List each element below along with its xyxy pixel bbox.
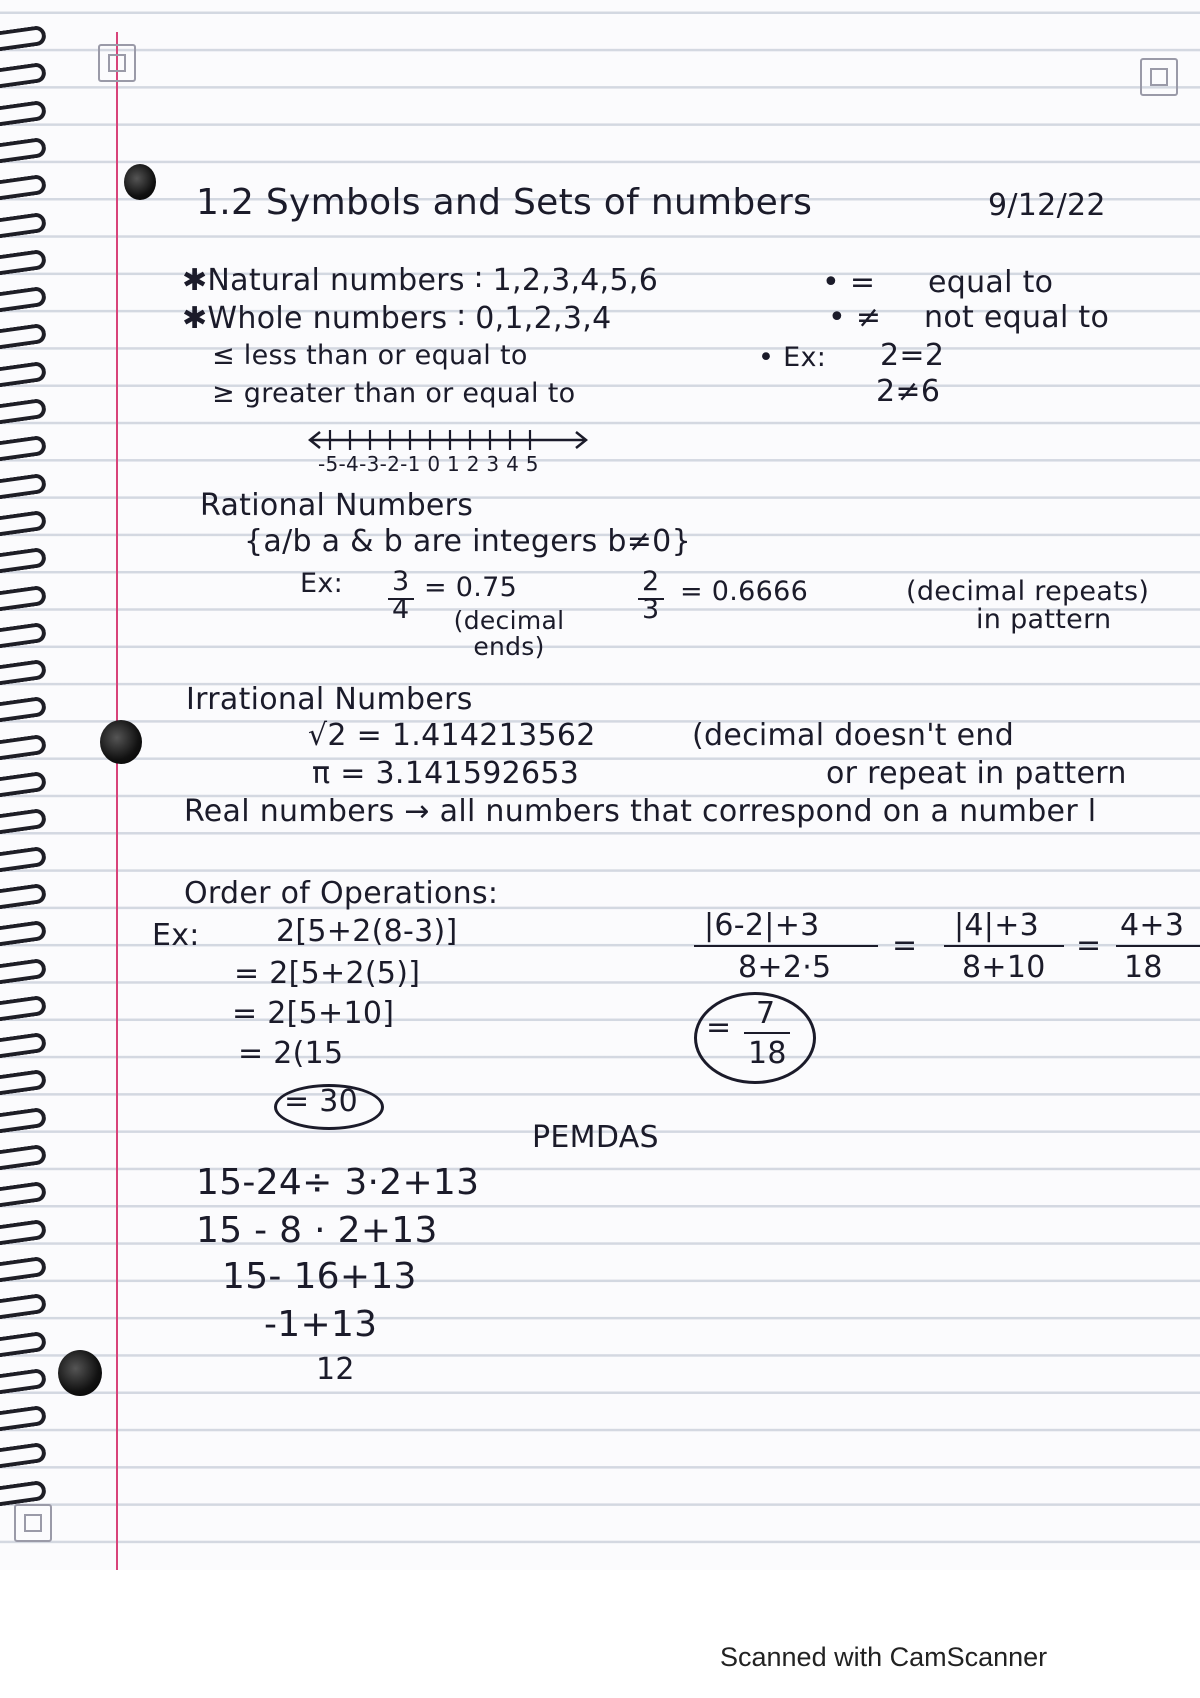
equals-sign-2: = <box>1076 928 1102 963</box>
spiral-coil <box>0 1330 47 1356</box>
fraction-2-denominator: 8+10 <box>962 950 1046 985</box>
pemdas-step-3: 15- 16+13 <box>222 1256 417 1297</box>
equal-text: equal to <box>928 265 1054 300</box>
number-line-labels: -5-4-3-2-1 0 1 2 3 4 5 <box>318 452 539 476</box>
corner-marker-icon <box>1140 58 1178 96</box>
fraction-result-equals: = <box>706 1010 732 1045</box>
rational-ex2-note-1: (decimal repeats) <box>906 576 1150 607</box>
spiral-coil <box>0 845 47 871</box>
order-step-1: 2[5+2(8-3)] <box>276 914 458 949</box>
fraction-1-numerator: |6-2|+3 <box>704 908 820 943</box>
spiral-coil <box>0 1293 47 1319</box>
corner-marker-icon <box>98 44 136 82</box>
corner-marker-icon <box>14 1504 52 1542</box>
rational-set: {a/b a & b are integers b≠0} <box>244 524 691 559</box>
spiral-coil <box>0 360 47 386</box>
spiral-coil <box>0 211 47 237</box>
spiral-coil <box>0 1144 47 1170</box>
spiral-coil <box>0 995 47 1021</box>
spiral-coil <box>0 733 47 759</box>
margin-line <box>116 32 118 1570</box>
pi-value: π = 3.141592653 <box>312 756 580 791</box>
irrational-note-1: (decimal doesn't end <box>692 718 1015 753</box>
spiral-coil <box>0 174 47 200</box>
example-not-equal: 2≠6 <box>876 374 941 409</box>
rational-heading: Rational Numbers <box>200 488 474 523</box>
pemdas-label: PEMDAS <box>532 1120 659 1155</box>
whole-numbers-line: ✱Whole numbers ∶ 0,1,2,3,4 <box>182 301 612 336</box>
rational-ex1-note: (decimal ends) <box>453 606 565 661</box>
example-label: Ex: <box>152 918 200 953</box>
scanner-watermark: Scanned with CamScanner <box>720 1642 1048 1672</box>
spiral-coil <box>0 137 47 163</box>
rational-ex2-note-2: in pattern <box>976 604 1112 635</box>
fraction-result-denominator: 18 <box>748 1036 787 1071</box>
rational-ex-label: Ex: <box>300 568 344 599</box>
spiral-coil <box>0 920 47 946</box>
spiral-coil <box>0 957 47 983</box>
spiral-coil <box>0 1368 47 1394</box>
spiral-coil <box>0 659 47 685</box>
spiral-coil <box>0 435 47 461</box>
not-equal-bullet: • ≠ <box>828 300 882 335</box>
spiral-coil <box>0 25 47 51</box>
example-equal: 2=2 <box>880 338 945 373</box>
page-date: 9/12/22 <box>988 188 1106 223</box>
irrational-note-2: or repeat in pattern <box>826 756 1127 791</box>
spiral-coil <box>0 1106 47 1132</box>
order-step-4: = 2(15 <box>238 1036 344 1071</box>
number-line <box>304 424 594 454</box>
example-bullet: • Ex: <box>758 342 827 373</box>
fraction-3-numerator: 4+3 <box>1120 908 1185 943</box>
pemdas-step-5: 12 <box>316 1352 355 1387</box>
spiral-coil <box>0 696 47 722</box>
spiral-coil <box>0 510 47 536</box>
spiral-coil <box>0 249 47 275</box>
spiral-coil <box>0 622 47 648</box>
spiral-coil <box>0 99 47 125</box>
pemdas-step-2: 15 - 8 · 2+13 <box>196 1210 438 1251</box>
spiral-coil <box>0 1181 47 1207</box>
rational-ex1-value: = 0.75 <box>424 572 518 603</box>
spiral-coil <box>0 62 47 88</box>
fraction-2-numerator: |4|+3 <box>954 908 1040 943</box>
rational-ex1-denominator: 4 <box>392 594 410 625</box>
order-heading: Order of Operations: <box>184 876 499 911</box>
equals-sign-1: = <box>892 928 918 963</box>
spiral-coil <box>0 472 47 498</box>
spiral-coil <box>0 1405 47 1431</box>
spiral-coil <box>0 1218 47 1244</box>
spiral-coil <box>0 1442 47 1468</box>
less-equal-line: ≤ less than or equal to <box>212 340 528 371</box>
rational-ex2-numerator: 2 <box>642 566 660 597</box>
page-title: 1.2 Symbols and Sets of numbers <box>196 182 813 223</box>
pemdas-step-1: 15-24÷ 3·2+13 <box>196 1162 480 1203</box>
punch-hole <box>100 720 142 764</box>
order-step-2: = 2[5+2(5)] <box>234 956 421 991</box>
spiral-coil <box>0 883 47 909</box>
spiral-coil <box>0 1479 47 1505</box>
spiral-coil <box>0 771 47 797</box>
spiral-coil <box>0 398 47 424</box>
real-numbers-line: Real numbers → all numbers that correspond on a number l <box>184 794 1097 829</box>
order-step-3: = 2[5+10] <box>232 996 395 1031</box>
spiral-coil <box>0 1032 47 1058</box>
spiral-coil <box>0 547 47 573</box>
fraction-1-denominator: 8+2·5 <box>738 950 832 985</box>
spiral-coil <box>0 286 47 312</box>
rational-ex1-numerator: 3 <box>392 566 410 597</box>
spiral-binding <box>0 28 60 1518</box>
rational-ex2-denominator: 3 <box>642 594 660 625</box>
pemdas-step-4: -1+13 <box>264 1304 378 1345</box>
natural-numbers-line: ✱Natural numbers ∶ 1,2,3,4,5,6 <box>182 263 659 298</box>
equal-bullet: • = <box>822 265 876 300</box>
spiral-coil <box>0 584 47 610</box>
rational-ex2-value: = 0.6666 <box>680 576 809 607</box>
fraction-result-numerator: 7 <box>756 996 776 1031</box>
spiral-coil <box>0 1256 47 1282</box>
punch-hole <box>124 164 156 200</box>
sqrt2-value: √2 = 1.414213562 <box>308 718 596 753</box>
punch-hole <box>58 1350 102 1396</box>
not-equal-text: not equal to <box>924 300 1110 335</box>
greater-equal-line: ≥ greater than or equal to <box>212 378 576 409</box>
irrational-heading: Irrational Numbers <box>186 682 473 717</box>
fraction-3-denominator: 18 <box>1124 950 1163 985</box>
spiral-coil <box>0 808 47 834</box>
order-step-5: = 30 <box>284 1084 359 1119</box>
spiral-coil <box>0 1069 47 1095</box>
spiral-coil <box>0 323 47 349</box>
